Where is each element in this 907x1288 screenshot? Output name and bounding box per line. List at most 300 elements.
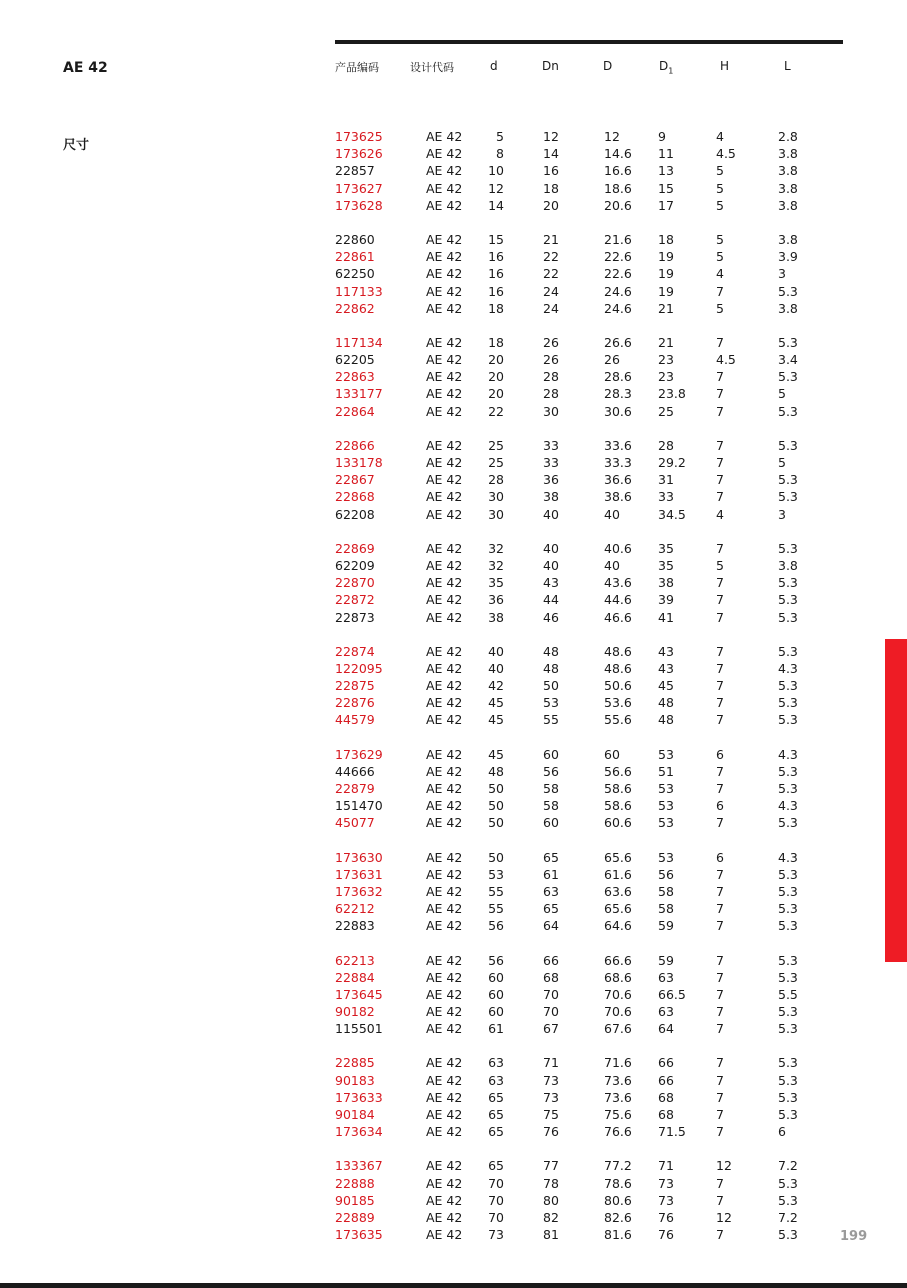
cell-design: AE 42 (426, 918, 463, 934)
cell-code: 173633 (335, 1089, 383, 1105)
cell-d: 56 (488, 918, 504, 934)
table-row-group (0, 643, 907, 729)
cell-design: AE 42 (426, 1021, 463, 1037)
cell-code: 117133 (335, 283, 383, 299)
cell-h: 7 (716, 986, 724, 1002)
cell-code: 22862 (335, 300, 375, 316)
cell-design: AE 42 (426, 678, 463, 694)
cell-d: 20 (488, 369, 504, 385)
cell-d1: 73 (658, 1192, 674, 1208)
cell-l: 3.4 (778, 352, 798, 368)
cell-h: 7 (716, 283, 724, 299)
cell-d: 46.6 (604, 609, 632, 625)
dimension-table (0, 128, 907, 1260)
cell-l: 5.3 (778, 1021, 798, 1037)
cell-d: 82.6 (604, 1209, 632, 1225)
cell-d1: 23 (658, 352, 674, 368)
cell-dn: 56 (543, 763, 559, 779)
cell-design: AE 42 (426, 1004, 463, 1020)
cell-l: 5.3 (778, 283, 798, 299)
cell-d: 71.6 (604, 1055, 632, 1071)
cell-d1: 19 (658, 249, 674, 265)
cell-dn: 16 (543, 163, 559, 179)
cell-d: 18.6 (604, 180, 632, 196)
cell-d: 65.6 (604, 901, 632, 917)
cell-h: 4 (716, 506, 724, 522)
cell-d: 53 (488, 866, 504, 882)
cell-dn: 24 (543, 300, 559, 316)
cell-code: 62212 (335, 901, 375, 917)
cell-d1: 28 (658, 437, 674, 453)
cell-h: 7 (716, 1004, 724, 1020)
cell-design: AE 42 (426, 1175, 463, 1191)
cell-code: 173631 (335, 866, 383, 882)
cell-design: AE 42 (426, 472, 463, 488)
cell-h: 7 (716, 455, 724, 470)
cell-design: AE 42 (426, 1227, 463, 1243)
cell-dn: 21 (543, 231, 559, 247)
table-row (0, 814, 907, 831)
cell-l: 3 (778, 506, 786, 522)
cell-d: 70 (488, 1192, 504, 1208)
header-D1-sub: 1 (668, 66, 674, 76)
cell-design: AE 42 (426, 746, 463, 762)
table-row-group (0, 334, 907, 420)
cell-d: 36.6 (604, 472, 632, 488)
cell-d: 66.6 (604, 952, 632, 968)
table-row-group (0, 540, 907, 626)
cell-d1: 34.5 (658, 506, 686, 522)
cell-l: 3.8 (778, 231, 798, 247)
cell-dn: 40 (543, 506, 559, 522)
cell-d: 67.6 (604, 1021, 632, 1037)
cell-l: 5.3 (778, 403, 798, 419)
cell-d: 12 (488, 180, 504, 196)
table-row-group (0, 746, 907, 832)
cell-dn: 77 (543, 1158, 559, 1174)
cell-dn: 14 (543, 146, 559, 162)
page-number: 199 (840, 1229, 868, 1244)
cell-l: 5.3 (778, 969, 798, 985)
cell-dn: 26 (543, 352, 559, 368)
cell-code: 44579 (335, 712, 375, 728)
cell-code: 115501 (335, 1021, 383, 1037)
cell-d: 20 (488, 386, 504, 402)
cell-d: 12 (604, 129, 620, 144)
cell-d1: 45 (658, 678, 674, 694)
cell-design: AE 42 (426, 1124, 463, 1140)
cell-h: 7 (716, 489, 724, 505)
cell-dn: 60 (543, 815, 559, 831)
cell-d: 36 (488, 592, 504, 608)
cell-d1: 71.5 (658, 1124, 686, 1140)
cell-code: 45077 (335, 815, 375, 831)
cell-h: 7 (716, 1089, 724, 1105)
cell-d1: 29.2 (658, 455, 686, 470)
cell-dn: 28 (543, 369, 559, 385)
table-row (0, 1072, 907, 1089)
cell-d1: 64 (658, 1021, 674, 1037)
cell-dn: 53 (543, 695, 559, 711)
cell-code: 173635 (335, 1227, 383, 1243)
cell-d: 65 (488, 1089, 504, 1105)
table-row (0, 231, 907, 248)
cell-design: AE 42 (426, 283, 463, 299)
cell-h: 7 (716, 540, 724, 556)
table-row-group (0, 231, 907, 317)
table-row (0, 1175, 907, 1192)
cell-d: 16 (488, 266, 504, 282)
cell-code: 133367 (335, 1158, 383, 1174)
cell-d1: 25 (658, 403, 674, 419)
cell-h: 7 (716, 334, 724, 350)
table-row (0, 351, 907, 368)
cell-l: 3.8 (778, 163, 798, 179)
cell-d1: 21 (658, 300, 674, 316)
cell-d1: 71 (658, 1158, 674, 1174)
cell-l: 5.3 (778, 1072, 798, 1088)
cell-h: 7 (716, 660, 724, 676)
cell-d1: 59 (658, 918, 674, 934)
cell-d1: 43 (658, 643, 674, 659)
cell-h: 7 (716, 472, 724, 488)
table-row-group (0, 1157, 907, 1243)
section-title: 尺寸 (63, 138, 90, 153)
table-row (0, 145, 907, 162)
cell-d: 70.6 (604, 1004, 632, 1020)
cell-l: 6 (778, 1124, 786, 1140)
cell-dn: 40 (543, 540, 559, 556)
cell-d: 65 (488, 1107, 504, 1122)
cell-d1: 21 (658, 334, 674, 350)
cell-l: 3 (778, 266, 786, 282)
cell-design: AE 42 (426, 781, 463, 796)
cell-design: AE 42 (426, 437, 463, 453)
cell-l: 5.3 (778, 1107, 798, 1122)
cell-l: 5.3 (778, 866, 798, 882)
cell-d: 45 (488, 695, 504, 711)
cell-l: 5.3 (778, 815, 798, 831)
cell-d: 40 (604, 557, 620, 573)
table-row (0, 506, 907, 523)
cell-l: 4.3 (778, 798, 798, 814)
cell-d: 60 (604, 746, 620, 762)
table-row (0, 385, 907, 402)
table-row-group (0, 849, 907, 935)
cell-d1: 53 (658, 781, 674, 796)
table-row (0, 454, 907, 471)
cell-h: 12 (716, 1158, 732, 1174)
cell-code: 62209 (335, 557, 375, 573)
cell-code: 22863 (335, 369, 375, 385)
cell-code: 62250 (335, 266, 375, 282)
cell-design: AE 42 (426, 1209, 463, 1225)
cell-design: AE 42 (426, 592, 463, 608)
cell-dn: 67 (543, 1021, 559, 1037)
cell-dn: 36 (543, 472, 559, 488)
cell-d: 32 (488, 540, 504, 556)
table-row (0, 986, 907, 1003)
cell-code: 22861 (335, 249, 375, 265)
cell-design: AE 42 (426, 334, 463, 350)
cell-l: 5.3 (778, 901, 798, 917)
cell-design: AE 42 (426, 1089, 463, 1105)
table-row (0, 1192, 907, 1209)
cell-h: 5 (716, 197, 724, 213)
cell-d: 73.6 (604, 1089, 632, 1105)
cell-d1: 48 (658, 712, 674, 728)
cell-code: 22885 (335, 1055, 375, 1071)
cell-l: 4.3 (778, 660, 798, 676)
cell-h: 5 (716, 231, 724, 247)
cell-l: 2.8 (778, 129, 798, 144)
header-design: 设计代码 (410, 61, 454, 74)
cell-design: AE 42 (426, 540, 463, 556)
cell-design: AE 42 (426, 403, 463, 419)
cell-l: 5.3 (778, 1089, 798, 1105)
cell-l: 5.3 (778, 1227, 798, 1243)
table-row-group (0, 437, 907, 523)
cell-d: 70.6 (604, 986, 632, 1002)
cell-h: 6 (716, 746, 724, 762)
cell-l: 4.3 (778, 746, 798, 762)
cell-design: AE 42 (426, 643, 463, 659)
cell-design: AE 42 (426, 146, 463, 162)
cell-d: 58.6 (604, 781, 632, 796)
table-row (0, 643, 907, 660)
cell-dn: 76 (543, 1124, 559, 1140)
cell-l: 3.9 (778, 249, 798, 265)
cell-design: AE 42 (426, 1158, 463, 1174)
cell-design: AE 42 (426, 815, 463, 831)
cell-design: AE 42 (426, 455, 463, 470)
table-row (0, 283, 907, 300)
cell-h: 7 (716, 575, 724, 591)
cell-l: 5.3 (778, 712, 798, 728)
cell-h: 7 (716, 952, 724, 968)
cell-design: AE 42 (426, 712, 463, 728)
cell-d1: 53 (658, 746, 674, 762)
cell-dn: 28 (543, 386, 559, 402)
cell-l: 3.8 (778, 300, 798, 316)
header-d: d (490, 59, 498, 73)
cell-d1: 9 (658, 129, 666, 144)
cell-code: 173627 (335, 180, 383, 196)
cell-h: 5 (716, 249, 724, 265)
cell-code: 22879 (335, 781, 375, 796)
cell-design: AE 42 (426, 1192, 463, 1208)
cell-dn: 40 (543, 557, 559, 573)
cell-dn: 33 (543, 437, 559, 453)
table-row (0, 780, 907, 797)
cell-l: 5 (778, 455, 786, 470)
cell-d: 65 (488, 1158, 504, 1174)
cell-d: 28.6 (604, 369, 632, 385)
cell-dn: 81 (543, 1227, 559, 1243)
cell-d: 50 (488, 798, 504, 814)
cell-design: AE 42 (426, 849, 463, 865)
cell-dn: 78 (543, 1175, 559, 1191)
table-row (0, 1089, 907, 1106)
cell-d: 65 (488, 1124, 504, 1140)
cell-d1: 18 (658, 231, 674, 247)
cell-d: 24.6 (604, 300, 632, 316)
cell-h: 7 (716, 592, 724, 608)
cell-h: 4 (716, 129, 724, 144)
cell-code: 117134 (335, 334, 383, 350)
table-row (0, 883, 907, 900)
cell-d: 48 (488, 763, 504, 779)
cell-dn: 18 (543, 180, 559, 196)
cell-h: 7 (716, 1021, 724, 1037)
table-row (0, 265, 907, 282)
cell-design: AE 42 (426, 266, 463, 282)
cell-d: 14.6 (604, 146, 632, 162)
cell-d1: 19 (658, 283, 674, 299)
table-row (0, 746, 907, 763)
cell-d: 18 (488, 334, 504, 350)
cell-code: 22857 (335, 163, 375, 179)
cell-h: 4.5 (716, 146, 736, 162)
cell-dn: 58 (543, 798, 559, 814)
cell-h: 7 (716, 712, 724, 728)
cell-d1: 73 (658, 1175, 674, 1191)
table-row (0, 677, 907, 694)
cell-d: 26.6 (604, 334, 632, 350)
cell-h: 7 (716, 1055, 724, 1071)
cell-d: 68.6 (604, 969, 632, 985)
cell-d1: 66.5 (658, 986, 686, 1002)
cell-code: 122095 (335, 660, 383, 676)
cell-dn: 20 (543, 197, 559, 213)
cell-d1: 41 (658, 609, 674, 625)
cell-d: 21.6 (604, 231, 632, 247)
cell-d1: 15 (658, 180, 674, 196)
cell-code: 44666 (335, 763, 375, 779)
cell-d1: 66 (658, 1055, 674, 1071)
cell-l: 5.3 (778, 643, 798, 659)
cell-code: 22874 (335, 643, 375, 659)
cell-d: 64.6 (604, 918, 632, 934)
cell-d: 25 (488, 455, 504, 470)
cell-h: 12 (716, 1209, 732, 1225)
cell-l: 5.3 (778, 575, 798, 591)
cell-h: 7 (716, 403, 724, 419)
table-row (0, 488, 907, 505)
cell-d: 16 (488, 283, 504, 299)
cell-d1: 59 (658, 952, 674, 968)
cell-d: 14 (488, 197, 504, 213)
table-row (0, 1106, 907, 1123)
cell-code: 22875 (335, 678, 375, 694)
cell-h: 7 (716, 695, 724, 711)
cell-dn: 61 (543, 866, 559, 882)
top-rule (335, 40, 843, 44)
header-D1 (659, 59, 673, 75)
table-row (0, 969, 907, 986)
cell-h: 7 (716, 763, 724, 779)
cell-dn: 46 (543, 609, 559, 625)
table-row (0, 1157, 907, 1174)
table-row (0, 1123, 907, 1140)
cell-h: 7 (716, 901, 724, 917)
cell-l: 5.3 (778, 1192, 798, 1208)
cell-code: 22883 (335, 918, 375, 934)
cell-l: 5.3 (778, 918, 798, 934)
cell-d: 10 (488, 163, 504, 179)
table-row-group (0, 1054, 907, 1140)
cell-design: AE 42 (426, 352, 463, 368)
cell-code: 22888 (335, 1175, 375, 1191)
cell-d1: 68 (658, 1089, 674, 1105)
cell-l: 5.3 (778, 695, 798, 711)
table-row (0, 368, 907, 385)
cell-design: AE 42 (426, 163, 463, 179)
cell-l: 5 (778, 386, 786, 402)
cell-d: 30 (488, 489, 504, 505)
cell-design: AE 42 (426, 866, 463, 882)
cell-d: 45 (488, 712, 504, 728)
table-row-group (0, 128, 907, 214)
cell-h: 7 (716, 969, 724, 985)
cell-dn: 48 (543, 660, 559, 676)
cell-dn: 68 (543, 969, 559, 985)
cell-l: 5.3 (778, 334, 798, 350)
cell-d: 30 (488, 506, 504, 522)
cell-d1: 53 (658, 798, 674, 814)
cell-dn: 65 (543, 849, 559, 865)
cell-code: 22867 (335, 472, 375, 488)
cell-l: 3.8 (778, 197, 798, 213)
cell-d: 40 (488, 660, 504, 676)
cell-code: 173628 (335, 197, 383, 213)
header-D: D (603, 59, 613, 73)
cell-d: 22.6 (604, 266, 632, 282)
cell-dn: 66 (543, 952, 559, 968)
cell-h: 7 (716, 883, 724, 899)
cell-d: 63.6 (604, 883, 632, 899)
cell-d: 38.6 (604, 489, 632, 505)
cell-h: 5 (716, 557, 724, 573)
cell-code: 151470 (335, 798, 383, 814)
cell-d: 48.6 (604, 643, 632, 659)
cell-d1: 68 (658, 1107, 674, 1122)
cell-dn: 73 (543, 1072, 559, 1088)
cell-design: AE 42 (426, 695, 463, 711)
cell-design: AE 42 (426, 197, 463, 213)
cell-dn: 50 (543, 678, 559, 694)
cell-design: AE 42 (426, 609, 463, 625)
cell-d1: 35 (658, 557, 674, 573)
product-title: AE 42 (63, 60, 108, 76)
cell-code: 22870 (335, 575, 375, 591)
cell-dn: 48 (543, 643, 559, 659)
cell-l: 7.2 (778, 1209, 798, 1225)
header-code: 产品编码 (335, 61, 379, 74)
table-row (0, 437, 907, 454)
cell-l: 3.8 (778, 557, 798, 573)
cell-h: 7 (716, 369, 724, 385)
cell-h: 5 (716, 163, 724, 179)
cell-dn: 65 (543, 901, 559, 917)
cell-d: 50 (488, 849, 504, 865)
cell-d: 20 (488, 352, 504, 368)
cell-code: 173629 (335, 746, 383, 762)
cell-design: AE 42 (426, 986, 463, 1002)
cell-l: 5.3 (778, 437, 798, 453)
cell-d1: 23.8 (658, 386, 686, 402)
cell-d: 70 (488, 1175, 504, 1191)
